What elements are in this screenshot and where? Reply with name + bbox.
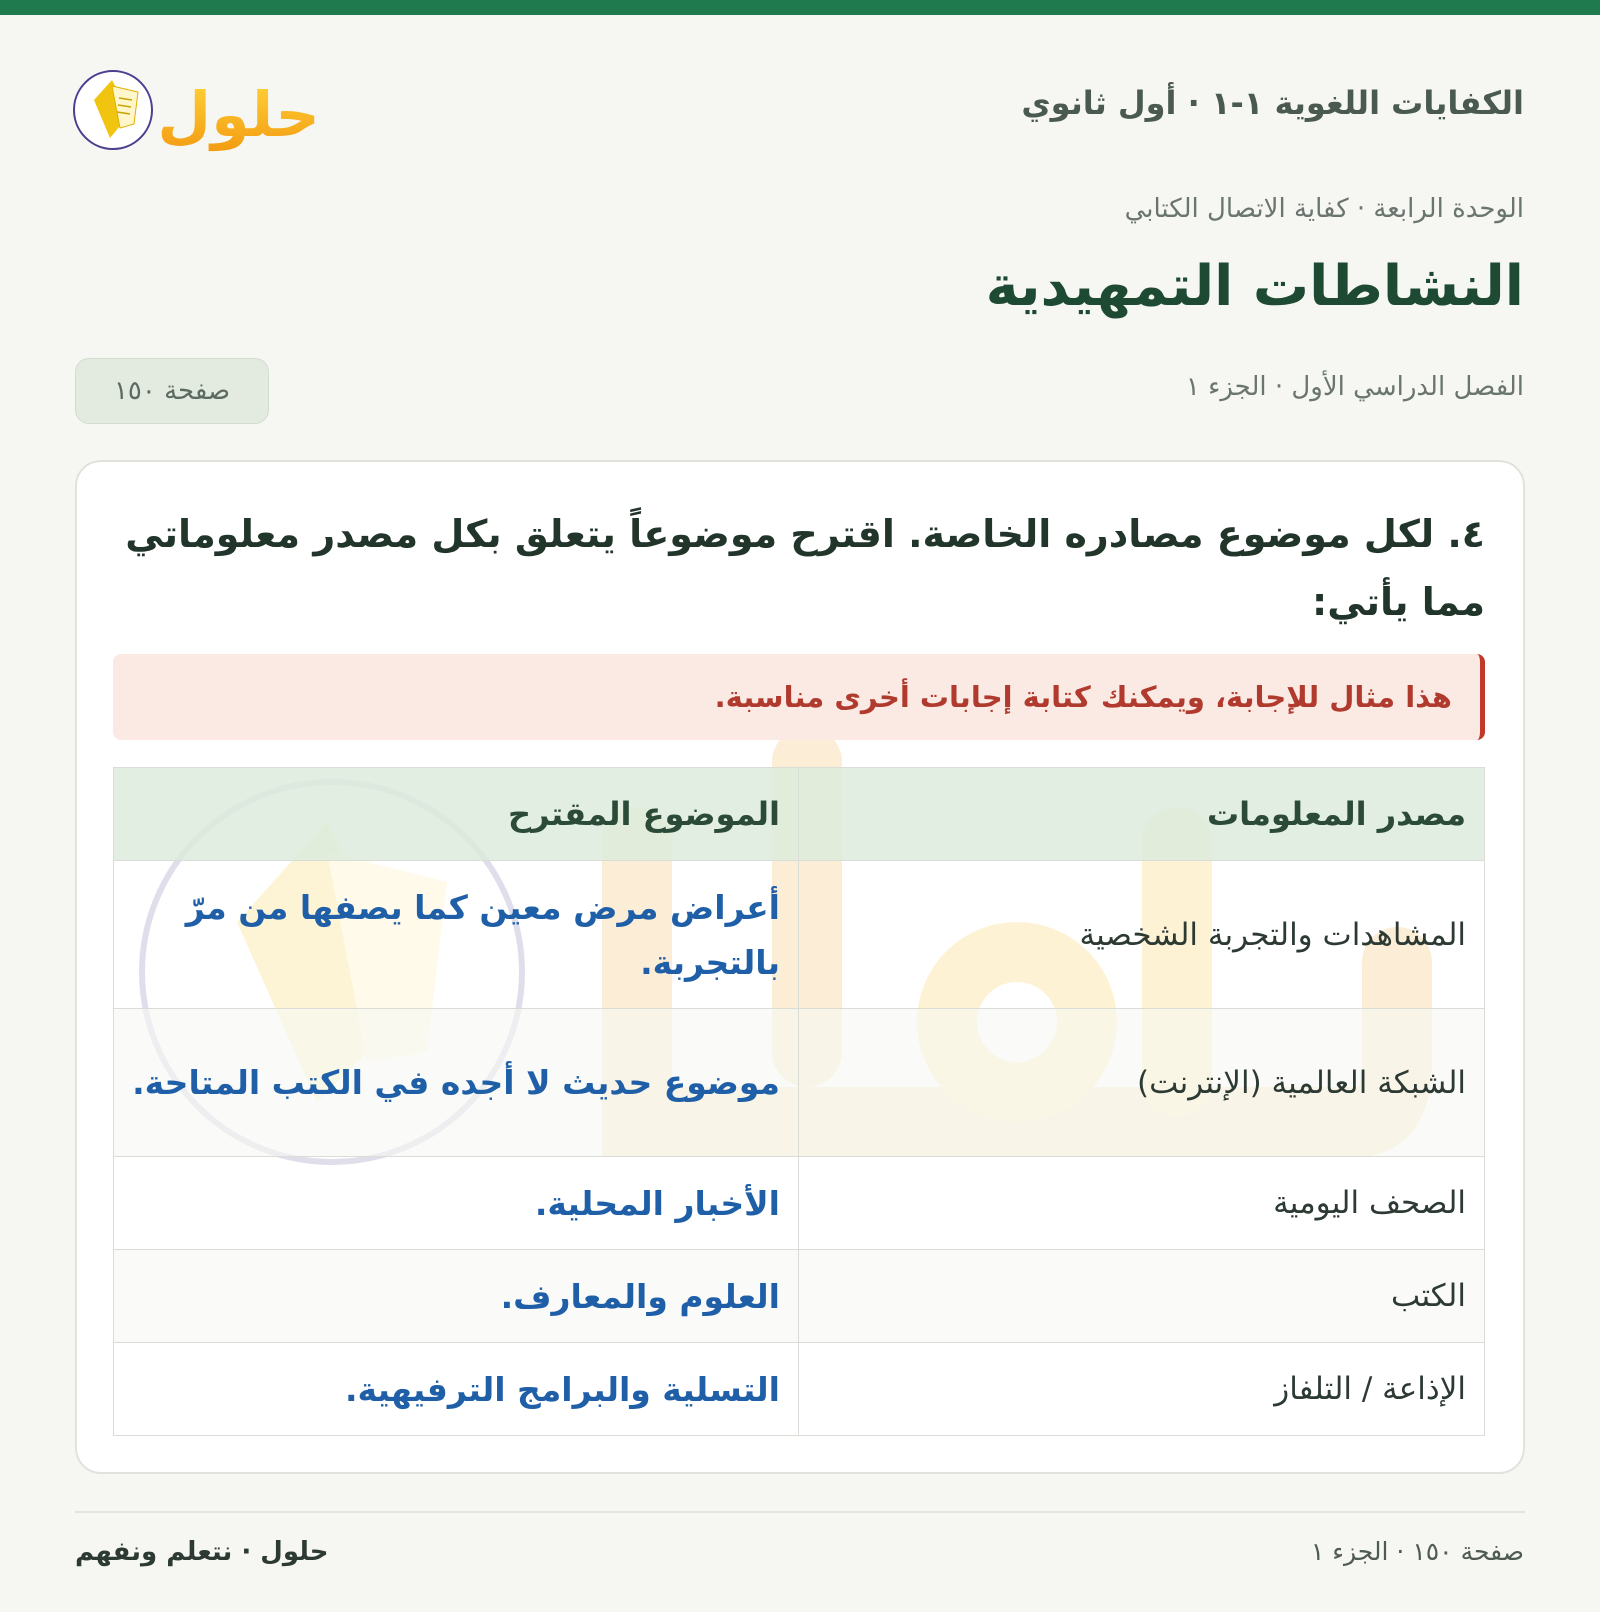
unit-breadcrumb: الوحدة الرابعة · كفاية الاتصال الكتابي bbox=[1124, 194, 1524, 224]
source-cell: الشبكة العالمية (الإنترنت) bbox=[799, 1009, 1485, 1157]
site-logo[interactable] bbox=[72, 52, 342, 158]
page-title: النشاطات التمهيدية bbox=[985, 254, 1524, 319]
answer-note: هذا مثال للإجابة، ويمكنك كتابة إجابات أخرى مناسبة. bbox=[113, 654, 1485, 740]
topic-cell: أعراض مرض معين كما يصفها من مرّ بالتجربة. bbox=[114, 861, 799, 1009]
course-title: الكفايات اللغوية ١-١ · أول ثانوي bbox=[1021, 84, 1524, 122]
topic-cell: الأخبار المحلية. bbox=[114, 1157, 799, 1250]
question-card bbox=[75, 460, 1525, 1474]
source-cell: المشاهدات والتجربة الشخصية bbox=[799, 861, 1485, 1009]
source-cell: الإذاعة / التلفاز bbox=[799, 1343, 1485, 1436]
top-accent-bar bbox=[0, 0, 1600, 15]
table-row bbox=[114, 1009, 1485, 1157]
topic-cell: موضوع حديث لا أجده في الكتب المتاحة. bbox=[114, 1009, 799, 1157]
source-cell: الصحف اليومية bbox=[799, 1157, 1485, 1250]
footer-brand: حلول · نتعلم ونفهم bbox=[75, 1537, 329, 1567]
table-row bbox=[114, 1250, 1485, 1343]
sources-table bbox=[113, 767, 1485, 1436]
term-info: الفصل الدراسي الأول · الجزء ١ bbox=[1185, 372, 1524, 402]
logo-text: حلول bbox=[157, 78, 320, 151]
source-cell: الكتب bbox=[799, 1250, 1485, 1343]
table-header-row bbox=[114, 768, 1485, 861]
topic-cell: العلوم والمعارف. bbox=[114, 1250, 799, 1343]
footer-page-info: صفحة ١٥٠ · الجزء ١ bbox=[1310, 1537, 1524, 1566]
logo-book-icon bbox=[72, 52, 342, 158]
column-header-source: مصدر المعلومات bbox=[799, 768, 1485, 861]
table-row bbox=[114, 861, 1485, 1009]
table-row bbox=[114, 1343, 1485, 1436]
table-row bbox=[114, 1157, 1485, 1250]
question-text: ٤. لكل موضوع مصادره الخاصة. اقترح موضوعاً يتعلق بكل مصدر معلوماتي مما يأتي: bbox=[125, 512, 1485, 624]
page-number-badge: صفحة ١٥٠ bbox=[75, 358, 269, 424]
topic-cell: التسلية والبرامج الترفيهية. bbox=[114, 1343, 799, 1436]
column-header-topic: الموضوع المقترح bbox=[114, 768, 799, 861]
footer-divider bbox=[75, 1511, 1525, 1513]
